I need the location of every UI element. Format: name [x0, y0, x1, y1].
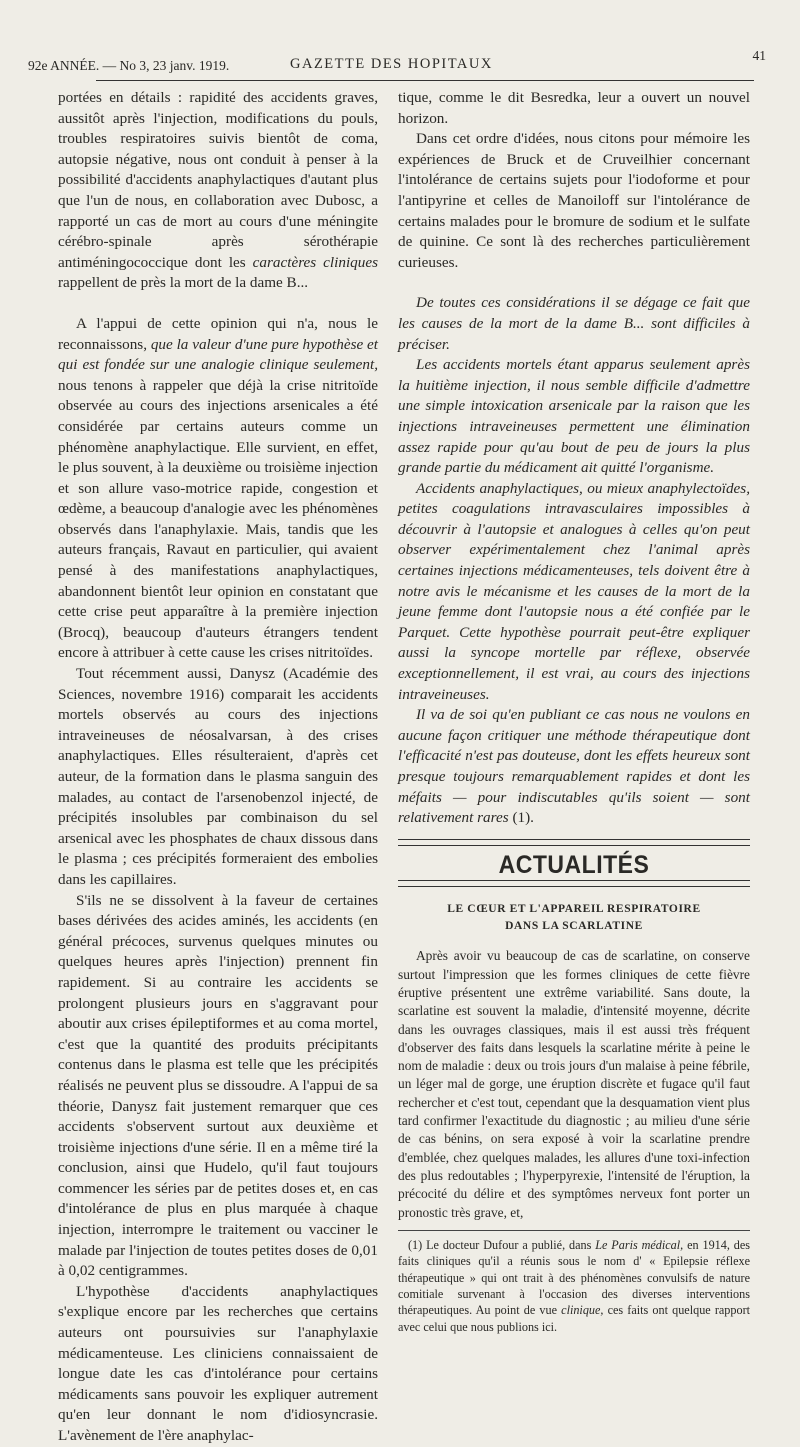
issue-info: 92e ANNÉE. — No 3, 23 janv. 1919.: [28, 58, 230, 73]
journal-title: GAZETTE DES HOPITAUX: [290, 56, 493, 72]
paragraph: A l'appui de cette opinion qui n'a, nous le reconnaissons, que la valeur d'une pure hypothèse et qui est fondée sur une analogie clinique seulement, nous tenons à rappeler que déjà la crise nitritoïde observée au cours des injections arsenicales a été considérée par certains auteurs comme un phénomène anaphylactique. Elle survient, en effet, le plus souvent, à la deuxième ou troisième injection et son allure vaso-motrice rapide, congestion et œdème, a beaucoup d'analogie avec les phénomènes observés dans l'anaphylaxie. Mais, tandis que les auteurs français, Ravaut en particulier, qui avaient pensé à des manifestations anaphylactiques, abandonnent bientôt leur opinion en constatant que cette crise peut apparaître à la première injection (Brocq), beaucoup d'auteurs étrangers tendent encore à attribuer à cette cause les crises nitritoïdes.: [58, 314, 379, 662]
right-column: [398, 88, 750, 1335]
page-number: 41: [752, 48, 766, 63]
paragraph: S'ils ne se dissolvent à la faveur de certaines bases dérivées des acides aminés, les accidents (en général précoces, survenus quelques minutes ou quelques heures après l'injection) prennent fin rapidement. Si au contraire les accidents se prolongent plusieurs jours en s'aggravant pour aboutir aux crises épileptiformes et au coma mortel, c'est que la quantité des produits précipitants contenus dans le plasma est telle que les précipités réalisés ne peuvent plus se dissoudre. A l'appui de sa théorie, Danysz fait justement remarquer que ces accidents s'observent surtout aux deuxième et troisième injections d'une série. Il en a même tiré la conclusion, ainsi que Hudelo, qu'il faut toujours commencer les séries par de petites doses et, en cas d'intolérance de plus en plus marquée à chaque injection, interrompre le traitement ou vacciner le malade par l'injection de toutes petites doses de 0,01 à 0,02 centigrammes.: [58, 891, 378, 1280]
section-rule: [398, 839, 750, 846]
paragraph: L'hypothèse d'accidents anaphylactiques s'explique encore par les recherches que certains auteurs ont poursuivies sur l'anaphylaxie médicamenteuse. Les cliniciens connaissaient de longue date les cas d'intolérance pour certains médicaments sans pouvoir les expliquer autrement qu'en leur donnant le nom d'idiosyncrasie. L'avènement de l'ère anaphylac-: [58, 1282, 378, 1444]
header-rule: [96, 80, 754, 81]
footnote: (1) Le docteur Dufour a publié, dans Le Paris médical, en 1914, des faits cliniques qu'il a réunis sous le nom d' « Epilepsie réflexe thérapeutique » qui ont trait à des phénomènes convulsifs de nature comitiale survenant à l'occasion des diverses interventions thérapeutiques. Au point de vue clinique, ces faits ont quelque rapport avec celui que nous publions ici.: [398, 1237, 751, 1334]
article-title: LE CŒUR ET L'APPAREIL RESPIRATOIRE DANS LA SCARLATINE: [447, 903, 701, 933]
paragraph: Les accidents mortels étant apparus seulement après la huitième injection, il nous semble difficile d'admettre une simple intoxication arsenicale par la raison que les injections intraveineuses permettent une élimination assez rapide pour qu'au bout de peu de jours la plus grande partie du médicament ait quitté l'organisme.: [398, 356, 750, 477]
section-title: ACTUALITÉS: [498, 849, 650, 879]
footnote-rule: [398, 1230, 750, 1231]
section-rule: [398, 880, 750, 887]
paragraph: Il va de soi qu'en publiant ce cas nous ne voulons en aucune façon critiquer une méthode thérapeutique dont l'efficacité n'est pas douteuse, dont les effets heureux sont presque toujours remarquablement rapides et dont les méfaits — pour indiscutables qu'ils soient — sont relativement rares (1).: [398, 706, 750, 827]
article-body: Après avoir vu beaucoup de cas de scarlatine, on conserve surtout l'impression que les formes cliniques de cette fièvre éruptive présentent une extrême variabilité. Sans doute, la scarlatine est souvent la maladie, d'intensité moyenne, décrite dans les ouvrages classiques, mais il est aussi très fréquent d'observer des faits dans lesquels la scarlatine mérite à peine le nom de maladie : deux ou trois jours d'un malaise à peine fébrile, un léger mal de gorge, une éruption discrète et fugace qu'il faut rechercher et c'est tout, cependant que la desquamation vient plus tard confirmer l'exactitude du diagnostic ; au milieu d'une série de cas bénins, on sera exposé à voir la scarlatine prendre d'emblée, chez quelques malades, les allures d'une toxi-infection des plus redoutables ; l'hyperpyrexie, l'intensité de l'éruption, la précocité du délire et des symptômes nerveux font porter un pronostic très grave, et,: [398, 948, 750, 1220]
paragraph: portées en détails : rapidité des accidents graves, aussitôt après l'injection, modifications du pouls, troubles respiratoires suivis bientôt de coma, autopsie négative, nous ont conduit à penser à la possibilité d'accidents anaphylactiques d'autant plus que l'un de nous, en collaboration avec Dubosc, a rapporté un cas de mort au cours d'une méningite cérébro-spinale après sérothérapie antiméningococcique dont les caractères cliniques rappellent de près la mort de la dame B...: [58, 89, 379, 292]
left-column: [58, 88, 378, 1447]
paragraph: Dans cet ordre d'idées, nous citons pour mémoire les expériences de Bruck et de Cruveilhier concernant l'intolérance de certains sujets pour l'iodoforme et pour l'antipyrine et celles de Manoiloff sur l'intolérance de certains malades pour le bromure de sodium et le sulfate de quinine. Ce sont là des recherches particulièrement curieuses.: [398, 130, 750, 271]
paragraph: Tout récemment aussi, Danysz (Académie des Sciences, novembre 1916) comparait les accidents mortels observés au cours des injections intraveineuses de néosalvarsan, à des crises anaphylactiques. Elles résulteraient, d'après cet auteur, de la formation dans le plasma sanguin des malades, au contact de l'arsenobenzol injecté, de précipités insolubles par combinaison du sel arsenical avec les phosphates de chaux dissous dans le plasma ; ces précipités formeraient des embolies dans les capillaires.: [58, 665, 378, 888]
paragraph: Accidents anaphylactiques, ou mieux anaphylectoïdes, petites coagulations intravasculaires impossibles à découvrir à l'autopsie et analogues à celles qu'on peut observer expérimentalement chez l'animal après certaines injections médicamenteuses, tels doivent être à notre avis le mécanisme et les causes de la mort de la jeune femme dont l'autopsie nous a été confiée par le Parquet. Cette hypothèse pourrait peut-être expliquer aussi la syncope mortelle par réflexe, observée exceptionnellement, il est vrai, au cours des injections intraveineuses.: [398, 479, 750, 703]
paragraph: De toutes ces considérations il se dégage ce fait que les causes de la mort de la dame B... sont difficiles à préciser.: [398, 294, 750, 353]
paragraph: tique, comme le dit Besredka, leur a ouvert un nouvel horizon.: [398, 89, 750, 127]
page-header: [28, 48, 766, 76]
